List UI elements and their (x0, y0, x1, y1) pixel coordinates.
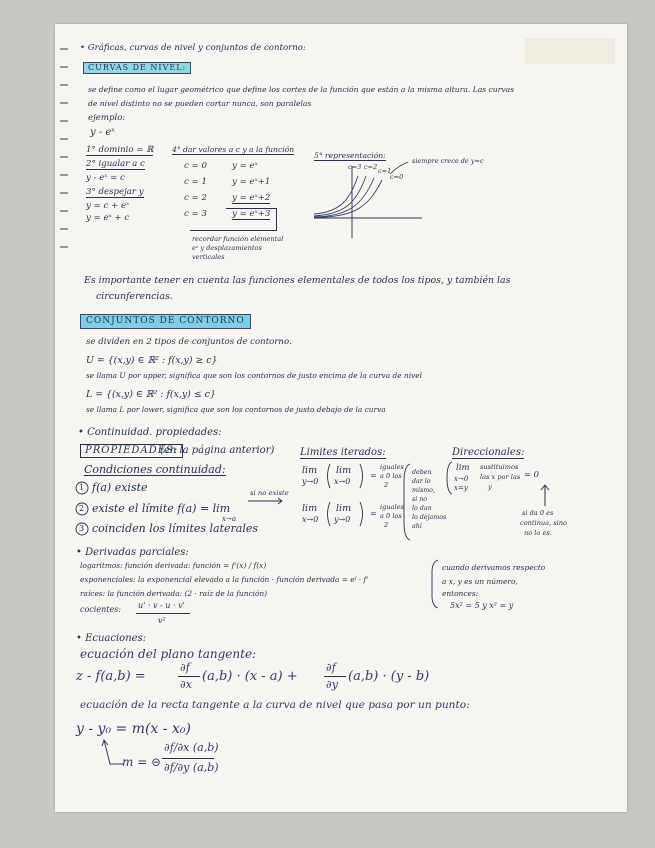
derivada-logaritmos: logaritmos: función derivada: función = f'(x) / f(x) (80, 561, 267, 570)
arrow-note: siempre crece de y=c (412, 157, 484, 165)
lim-outer-2: lim (302, 503, 318, 514)
ecuaciones-title: • Ecuaciones: (76, 633, 147, 644)
side-note-5: lo dejamos (412, 514, 447, 521)
lim-parens-2 (326, 500, 366, 530)
bleed-through-mark (525, 38, 615, 64)
direccionales-title: Direccionales: (452, 447, 525, 458)
si-no-existe-note: si no existe (250, 489, 289, 497)
derivada-raices: raíces: la función derivada: (2 · raíz de la función) (80, 589, 268, 598)
curvas-def-line1: se define como el lugar geométrico que define los cortes de la función que están a la misma altura. Las curvas (88, 85, 515, 94)
plano-d2-bar (324, 676, 346, 677)
plano-d2-den: ∂y (326, 678, 338, 691)
limites-title: Limites iterados: (300, 447, 386, 458)
curve-label-c2: c=2 (364, 163, 378, 171)
derivadas-side-0: cuando derivamos respecto (442, 563, 546, 572)
derivada-cocientes: cocientes: (80, 605, 121, 614)
step-1: 1° dominio = ℝ (86, 145, 154, 155)
cociente-fraction-bar (136, 613, 190, 614)
lim-eq-2: = (370, 509, 377, 518)
note-line-3: verticales (192, 253, 225, 261)
lim-outer-1-sub: y→0 (302, 477, 319, 486)
equal-note-1a: iguales (380, 463, 404, 471)
ejemplo-label: ejemplo: (88, 113, 126, 123)
plano-lhs: z - f(a,b) = (76, 669, 146, 684)
dir-up-arrow (540, 484, 550, 508)
m-equation: m = ⊝ (122, 755, 162, 769)
conjuntos-intro: se dividen en 2 tipos de conjuntos de contorno. (86, 337, 292, 347)
table-rule-bottom (190, 230, 277, 231)
side-note-6: ahí (412, 523, 422, 530)
plano-d1-den: ∂x (180, 678, 192, 691)
f-value-3: y = eˣ+3 (232, 209, 271, 219)
f-value-2: y = eˣ+2 (232, 193, 271, 203)
dir-arrow-note-2: no lo es. (524, 529, 552, 537)
c-value-1: c = 1 (184, 177, 207, 187)
curvas-def-line2: de nivel distinto no se pueden cortar nunca, son paralelas (88, 99, 312, 108)
side-note-0: deben (412, 469, 432, 476)
curve-label-c3: c=3 (348, 163, 362, 171)
c-value-0: c = 0 (184, 161, 207, 171)
step-3-eq: y = c + eˣ (86, 201, 130, 211)
derivadas-side-1: a x, y es un número, (442, 577, 518, 586)
lower-set: L = {(x,y) ∈ ℝ² : f(x,y) ≤ c} (86, 389, 216, 400)
condition-arrow (246, 496, 286, 506)
derivadas-side-bracket (430, 558, 440, 610)
notebook-page (55, 24, 627, 812)
lim-inner-1: lim (336, 465, 352, 476)
lim-inner-1-sub: x→0 (334, 477, 351, 486)
lim-inner-2-sub: y→0 (334, 515, 351, 524)
section-intro: • Gráficas, curvas de nivel y conjuntos de contorno: (80, 43, 306, 53)
c-value-3: c = 3 (184, 209, 207, 219)
equal-note-2b: a 0 los (380, 512, 402, 520)
step-2: 2° igualar a c (86, 159, 145, 169)
table-rule (226, 208, 276, 209)
m-fraction-bar (162, 758, 214, 759)
plano-mid1: (a,b) · (x - a) + (202, 669, 298, 684)
lim-outer-1: lim (302, 465, 318, 476)
condition-2-subscript: x→a (222, 515, 236, 523)
condition-number-3: 3 (79, 524, 85, 533)
sketch-arrow (390, 162, 408, 174)
conditions-title: Condiciones continuidad: (84, 463, 226, 476)
example-function: y - eˣ (90, 127, 115, 138)
dir-lim: lim (456, 463, 470, 473)
note-line-2: eˣ y desplazamientos (192, 244, 262, 252)
derivadas-side-eq: 5x² = 5 y x² = y (450, 601, 514, 610)
side-note-2: mismo, (412, 487, 435, 494)
m-numerator: ∂f/∂x (a,b) (164, 741, 219, 754)
derivada-exponenciales: exponenciales: la exponencial elevado a la función · función derivada = eᶠ · f' (80, 575, 369, 584)
condition-2: existe el límite f(a) = lim (92, 502, 231, 515)
values-header: 4° dar valores a c y a la función (172, 145, 295, 154)
derivadas-side-2: entonces: (442, 589, 479, 598)
step-3: 3° despejar y (86, 187, 144, 197)
cociente-denominator: v² (158, 616, 166, 625)
condition-number-1: 1 (79, 483, 85, 492)
lim-parens-1 (326, 462, 366, 492)
m-denominator: ∂f/∂y (a,b) (164, 761, 219, 774)
lim-eq-1: = (370, 471, 377, 480)
dir-arrow-note-0: si da 0 es (522, 509, 554, 517)
equal-note-2c: 2 (384, 521, 389, 529)
lim-outer-2-sub: x→0 (302, 515, 319, 524)
step-3-result: y = eˣ + c (86, 213, 130, 223)
dir-note-2: y (488, 483, 492, 491)
note-line-1: recordar función elemental (192, 235, 284, 243)
continuidad-title: • Continuidad. propiedades: (78, 427, 222, 438)
f-value-1: y = eˣ+1 (232, 177, 271, 187)
recta-equation: y - y₀ = m(x - x₀) (76, 721, 191, 737)
c-value-2: c = 2 (184, 193, 207, 203)
derivadas-title: • Derivadas parciales: (76, 547, 189, 558)
plano-d1-num: ∂f (180, 661, 190, 674)
condition-number-2: 2 (79, 504, 85, 513)
curve-label-c1: c=1 (378, 167, 392, 175)
curvas-title: CURVAS DE NIVEL: (83, 62, 191, 74)
dir-note-1: las x por las (480, 473, 521, 481)
plano-d2-num: ∂f (326, 661, 336, 674)
equal-note-1b: a 0 los (380, 472, 402, 480)
condition-1: f(a) existe (92, 481, 148, 494)
properties-note: (en la página anterior) (160, 445, 275, 456)
side-note-4: lo dan (412, 505, 432, 512)
lim-inner-2: lim (336, 503, 352, 514)
sketch-curve-c1 (314, 178, 374, 217)
cociente-numerator: u' · v - u · v' (138, 601, 185, 610)
lower-desc: se llama L por lower, significa que son los contornos de justo debajo de la curva (86, 405, 386, 414)
representation-title: 5° representación: (314, 151, 386, 160)
conjuntos-title: CONJUNTOS DE CONTORNO (80, 314, 251, 329)
properties-box: PROPIEDADES: (80, 444, 183, 458)
curve-label-c0: c=0 (390, 173, 404, 181)
step-2-eq: y - eˣ = c (86, 173, 125, 183)
upper-desc: se llama U por upper, significa que son los contornos de justo encima de la curva de nivel (86, 371, 422, 380)
sketch-curve-c0 (314, 180, 382, 218)
dir-arrow-note-1: continua, sino (520, 519, 567, 527)
dir-equals-zero: = 0 (524, 469, 540, 479)
equal-note-2a: iguales (380, 503, 404, 511)
dir-sub-1: x=y (454, 484, 468, 492)
plano-title: ecuación del plano tangente: (80, 647, 257, 661)
plano-d1-bar (178, 676, 200, 677)
table-rule-vertical (276, 208, 277, 230)
upper-set: U = {(x,y) ∈ ℝ² : f(x,y) ≥ c} (86, 355, 218, 366)
recta-title: ecuación de la recta tangente a la curva de nivel que pasa por un punto: (80, 699, 470, 711)
dir-note-0: sustituimos (480, 463, 519, 471)
level-curves-sketch (310, 160, 430, 240)
side-note-3: si no (412, 496, 428, 503)
equal-note-1c: 2 (384, 481, 389, 489)
f-value-0: y = eˣ (232, 161, 258, 171)
remark-line1: Es importante tener en cuenta las funciones elementales de todos los tipos, y también las (84, 275, 511, 286)
sketch-curve-c2 (314, 176, 366, 216)
dir-sub-0: x→0 (454, 475, 469, 483)
condition-3: coinciden los límites laterales (92, 522, 259, 535)
plano-mid2: (a,b) · (y - b) (348, 669, 430, 684)
side-note-1: dar lo (412, 478, 431, 485)
remark-line2: circunferencias. (96, 291, 173, 302)
